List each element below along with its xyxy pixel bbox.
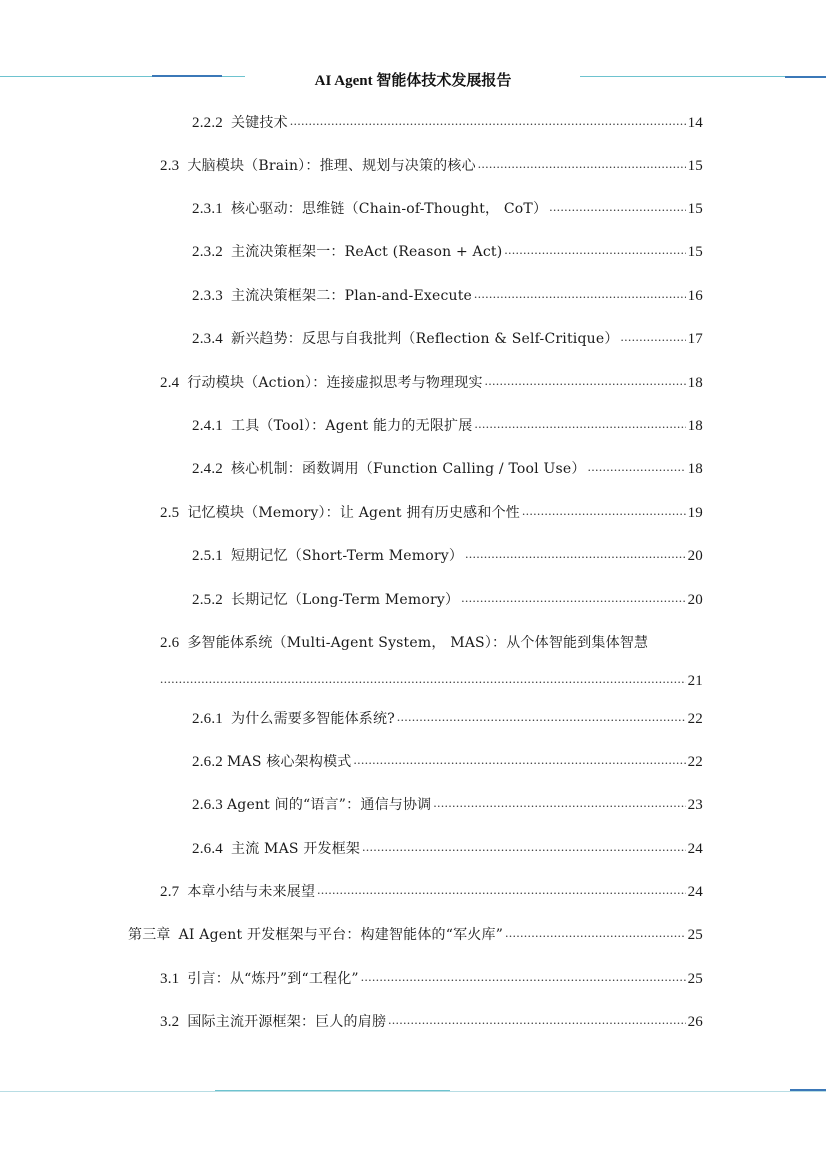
toc-entry[interactable] <box>192 751 703 771</box>
toc-entry-title: 国际主流开源框架：巨人的肩膀 <box>187 1014 387 1030</box>
toc-entry[interactable] <box>192 198 703 218</box>
toc-dot-leader <box>588 459 686 473</box>
toc-entry-page: 18 <box>687 375 703 391</box>
toc-entry-number: 2.4.2 <box>192 461 223 477</box>
toc-entry-wrapped[interactable] <box>160 632 720 652</box>
toc-entry-title: AI Agent 开发框架与平台：构建智能体的“军火库” <box>178 927 504 943</box>
toc-entry-continuation[interactable] <box>160 671 703 690</box>
toc-dot-leader <box>522 503 686 517</box>
page-header-title: AI Agent 智能体技术发展报告 <box>314 73 512 89</box>
toc-entry[interactable] <box>160 968 703 988</box>
toc-entry[interactable] <box>192 241 703 261</box>
toc-entry[interactable] <box>160 502 703 522</box>
toc-dot-leader <box>474 416 685 430</box>
toc-entry-number: 2.3 <box>160 158 180 174</box>
toc-entry-number: 2.3.2 <box>192 244 223 260</box>
toc-entry-number: 2.6.2 <box>192 754 223 770</box>
toc-entry-title: 主流 MAS 开发框架 <box>231 841 361 857</box>
toc-dot-leader <box>478 156 686 170</box>
toc-entry-page: 15 <box>687 244 703 260</box>
toc-entry-page: 18 <box>687 461 703 477</box>
toc-entry-title: 引言：从“炼丹”到“工程化” <box>187 971 359 987</box>
toc-dot-leader <box>433 795 685 809</box>
toc-entry-page: 15 <box>687 201 703 217</box>
toc-entry[interactable] <box>192 838 703 858</box>
toc-entry-number: 2.5.1 <box>192 548 223 564</box>
toc-entry-number: 2.6 <box>160 635 180 651</box>
toc-entry-number: 3.1 <box>160 971 180 987</box>
toc-entry-page: 26 <box>687 1014 703 1030</box>
toc-entry-page: 14 <box>687 115 703 131</box>
toc-entry[interactable] <box>160 372 703 392</box>
toc-entry-title: 工具（Tool）：Agent 能力的无限扩展 <box>231 418 473 434</box>
toc-entry-number: 2.6.3 <box>192 797 223 813</box>
toc-entry-page: 15 <box>687 158 703 174</box>
toc-entry-number: 2.2.2 <box>192 115 223 131</box>
toc-entry-number: 2.6.4 <box>192 841 223 857</box>
toc-entry-title: 主流决策框架一：ReAct (Reason + Act) <box>231 244 503 260</box>
toc-entry-page: 18 <box>687 418 703 434</box>
footer-rule-right-accent <box>790 1089 826 1091</box>
toc-entry-page: 24 <box>687 884 703 900</box>
toc-entry[interactable] <box>192 285 703 305</box>
toc-entry[interactable] <box>192 328 703 348</box>
toc-entry-number: 2.4 <box>160 375 180 391</box>
footer-rule-accent <box>215 1090 450 1091</box>
toc-entry-chapter[interactable] <box>128 924 703 944</box>
toc-dot-leader <box>290 113 686 127</box>
toc-entry-number: 2.7 <box>160 884 180 900</box>
toc-entry-title: 主流决策框架二：Plan-and-Execute <box>231 288 473 304</box>
toc-entry-title: 核心驱动：思维链（Chain-of-Thought， CoT） <box>231 201 548 217</box>
toc-entry[interactable] <box>192 545 703 565</box>
toc-entry[interactable] <box>192 794 703 814</box>
toc-entry-page: 16 <box>687 288 703 304</box>
toc-entry-title: 核心机制：函数调用（Function Calling / Tool Use） <box>231 461 586 477</box>
toc-entry[interactable] <box>192 589 703 609</box>
toc-entry-number: 2.3.4 <box>192 331 223 347</box>
toc-dot-leader <box>474 286 686 300</box>
toc-entry-page: 20 <box>687 548 703 564</box>
toc-entry-title: 大脑模块（Brain）：推理、规划与决策的核心 <box>187 158 476 174</box>
toc-dot-leader <box>485 373 686 387</box>
toc-entry-number: 2.5.2 <box>192 592 223 608</box>
toc-entry-number: 3.2 <box>160 1014 180 1030</box>
toc-dot-leader <box>461 590 685 604</box>
toc-entry-title: Agent 间的“语言”：通信与协调 <box>227 797 432 813</box>
toc-entry[interactable] <box>160 881 703 901</box>
toc-entry-title: 长期记忆（Long-Term Memory） <box>231 592 460 608</box>
toc-entry-title: 新兴趋势：反思与自我批判（Reflection & Self-Critique） <box>231 331 619 347</box>
toc-entry-title: 短期记忆（Short-Term Memory） <box>231 548 464 564</box>
toc-entry-page: 19 <box>687 505 703 521</box>
toc-entry-page: 17 <box>687 331 703 347</box>
toc-entry[interactable] <box>192 415 703 435</box>
toc-dot-leader <box>388 1012 685 1026</box>
toc-entry-number: 2.6.1 <box>192 711 223 727</box>
toc-entry-number: 2.5 <box>160 505 180 521</box>
toc-entry-title: 记忆模块（Memory）：让 Agent 拥有历史感和个性 <box>187 505 520 521</box>
toc-dot-leader <box>317 882 685 896</box>
toc-dot-leader <box>354 752 686 766</box>
toc-entry-page: 24 <box>687 841 703 857</box>
toc-dot-leader <box>504 242 685 256</box>
toc-entry-number: 第三章 <box>128 927 171 943</box>
toc-dot-leader <box>549 199 685 213</box>
toc-entry-title: 为什么需要多智能体系统? <box>231 711 395 727</box>
toc-dot-leader <box>160 671 686 685</box>
toc-entry-title: 多智能体系统（Multi-Agent System， MAS）：从个体智能到集体智慧 <box>187 635 649 651</box>
toc-entry-title: MAS 核心架构模式 <box>227 754 352 770</box>
toc-entry-page: 25 <box>687 927 703 943</box>
toc-entry[interactable] <box>192 112 703 132</box>
toc-entry-page: 20 <box>687 592 703 608</box>
toc-entry-page: 22 <box>687 711 703 727</box>
toc-entry-page: 23 <box>687 797 703 813</box>
footer-rule <box>0 1091 826 1092</box>
toc-dot-leader <box>465 546 686 560</box>
toc-entry-page: 22 <box>687 754 703 770</box>
toc-dot-leader <box>397 709 686 723</box>
toc-entry-title: 本章小结与未来展望 <box>187 884 316 900</box>
toc-entry-number: 2.3.3 <box>192 288 223 304</box>
toc-dot-leader <box>505 925 686 939</box>
toc-dot-leader <box>621 329 686 343</box>
toc-dot-leader <box>362 839 685 853</box>
toc-entry[interactable] <box>160 1011 703 1031</box>
toc-entry-page: 25 <box>687 971 703 987</box>
toc-entry[interactable] <box>192 458 703 478</box>
toc-entry-number: 2.4.1 <box>192 418 223 434</box>
toc-entry[interactable] <box>160 155 703 175</box>
toc-entry-title: 行动模块（Action）：连接虚拟思考与物理现实 <box>187 375 483 391</box>
toc-entry-page: 21 <box>687 673 703 689</box>
toc-dot-leader <box>361 969 686 983</box>
toc-entry[interactable] <box>192 708 703 728</box>
toc-entry-title: 关键技术 <box>231 115 288 131</box>
toc-entry-number: 2.3.1 <box>192 201 223 217</box>
